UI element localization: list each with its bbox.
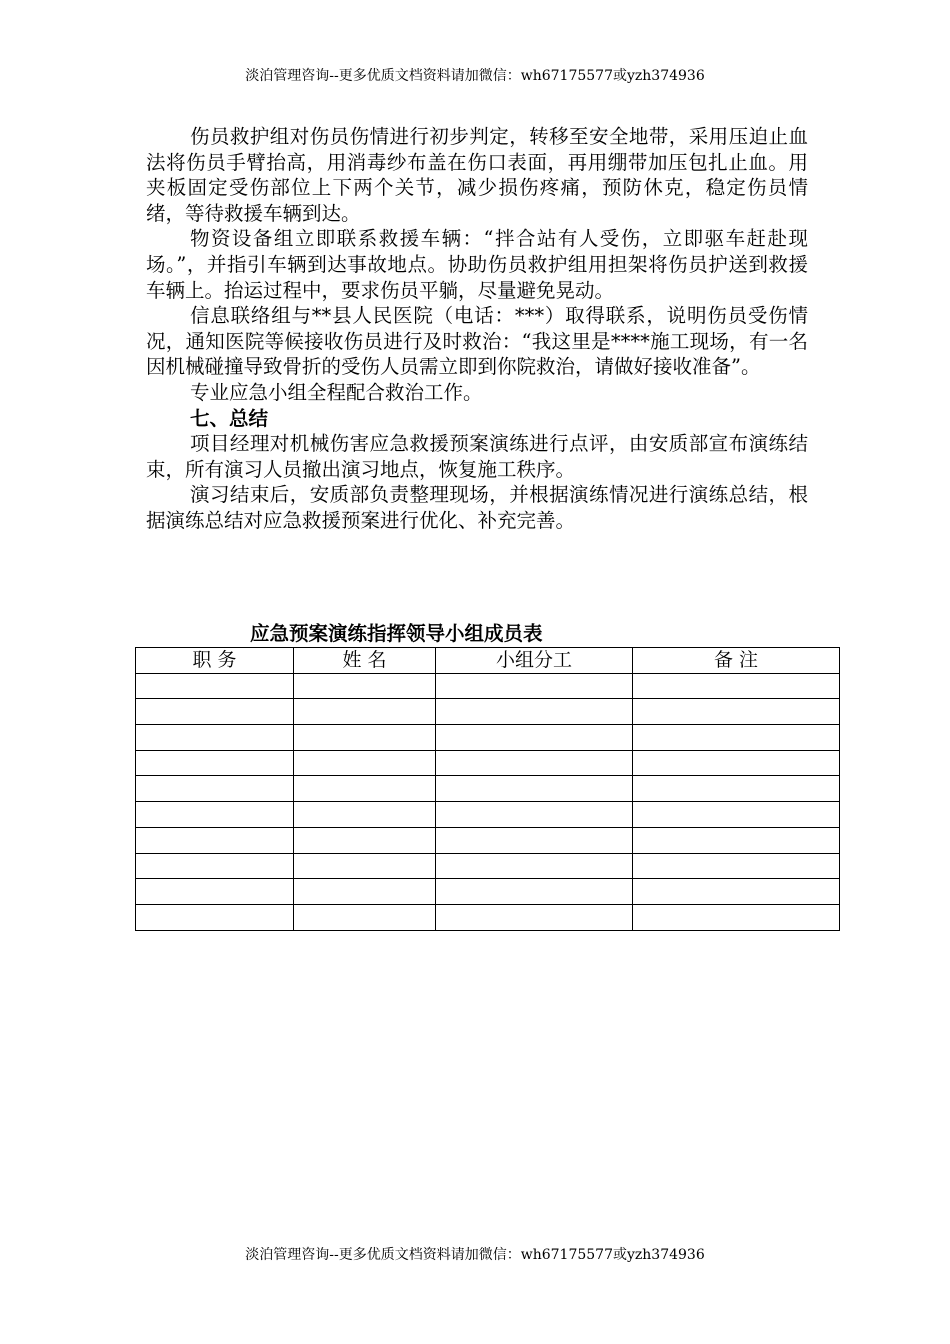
paragraph-special-group: 专业应急小组全程配合救治工作。 — [190, 380, 483, 404]
table-cell — [633, 673, 840, 699]
table-cell — [633, 802, 840, 828]
header-cell-name: 姓 名 — [294, 648, 436, 674]
table-cell — [294, 879, 436, 905]
table-row — [136, 750, 840, 776]
paragraph-summary-review: 项目经理对机械伤害应急救援预案演练进行点评，由安质部宣布演练结束，所有演习人员撤出演习地点，恢复施工秩序。 — [146, 432, 808, 481]
table-cell — [294, 827, 436, 853]
table-row — [136, 904, 840, 930]
table-cell — [633, 725, 840, 751]
table-cell — [633, 853, 840, 879]
table-row — [136, 827, 840, 853]
table-cell — [633, 879, 840, 905]
table-cell — [136, 776, 294, 802]
table-cell — [136, 750, 294, 776]
table-cell — [436, 750, 633, 776]
table-cell — [294, 853, 436, 879]
table-cell — [136, 853, 294, 879]
header-cell-remarks: 备 注 — [633, 648, 840, 674]
header-cell-division: 小组分工 — [436, 648, 633, 674]
table-cell — [294, 802, 436, 828]
table-row — [136, 879, 840, 905]
paragraph-liaison-group: 信息联络组与**县人民医院（电话：***）取得联系，说明伤员受伤情况，通知医院等候接收伤员进行及时救治：“我这里是****施工现场，有一名因机械碰撞导致骨折的受伤人员需立即到你院救治，请做好接收准备”。 — [146, 304, 808, 379]
table-cell — [136, 725, 294, 751]
table-row — [136, 699, 840, 725]
table-cell — [436, 725, 633, 751]
page-header: 淡泊管理咨询--更多优质文档资料请加微信：wh67175577或yzh374936 — [245, 68, 705, 84]
table-row — [136, 776, 840, 802]
table-row — [136, 853, 840, 879]
table-cell — [436, 699, 633, 725]
table-cell — [436, 904, 633, 930]
paragraph-summary-cleanup: 演习结束后，安质部负责整理现场，并根据演练情况进行演练总结，根据演练总结对应急救援预案进行优化、补充完善。 — [146, 483, 808, 532]
table-cell — [136, 699, 294, 725]
members-table — [135, 647, 840, 931]
table-cell — [633, 827, 840, 853]
table-cell — [436, 879, 633, 905]
paragraph-injury-rescue: 伤员救护组对伤员伤情进行初步判定，转移至安全地带，采用压迫止血法将伤员手臂抬高，用消毒纱布盖在伤口表面，再用绷带加压包扎止血。用夹板固定受伤部位上下两个关节，减少损伤疼痛，预防休克，稳定伤员情绪，等待救援车辆到达。 — [146, 125, 808, 225]
table-cell — [136, 673, 294, 699]
table-cell — [436, 802, 633, 828]
section-heading-summary: 七、总结 — [190, 406, 269, 430]
table-row — [136, 673, 840, 699]
page-footer: 淡泊管理咨询--更多优质文档资料请加微信：wh67175577或yzh374936 — [245, 1247, 705, 1263]
table-row — [136, 725, 840, 751]
table-cell — [436, 673, 633, 699]
table-cell — [294, 776, 436, 802]
table-cell — [633, 699, 840, 725]
table-cell — [136, 802, 294, 828]
paragraph-equipment-group: 物资设备组立即联系救援车辆：“拌合站有人受伤，立即驱车赶赴现场。”，并指引车辆到达事故地点。协助伤员救护组用担架将伤员护送到救援车辆上。抬运过程中，要求伤员平躺，尽量避免晃动。 — [146, 227, 808, 302]
table-cell — [436, 776, 633, 802]
table-cell — [294, 904, 436, 930]
table-cell — [294, 699, 436, 725]
table-row — [136, 802, 840, 828]
table-cell — [436, 827, 633, 853]
table-cell — [136, 879, 294, 905]
table-cell — [633, 750, 840, 776]
table-cell — [294, 750, 436, 776]
document-body — [146, 124, 808, 534]
table-cell — [633, 904, 840, 930]
table-header-row — [136, 648, 840, 674]
table-cell — [633, 776, 840, 802]
table-cell — [136, 904, 294, 930]
table-cell — [294, 725, 436, 751]
table-cell — [436, 853, 633, 879]
table-cell — [136, 827, 294, 853]
table-cell — [294, 673, 436, 699]
table-title: 应急预案演练指挥领导小组成员表 — [250, 622, 543, 645]
header-cell-position: 职 务 — [136, 648, 294, 674]
